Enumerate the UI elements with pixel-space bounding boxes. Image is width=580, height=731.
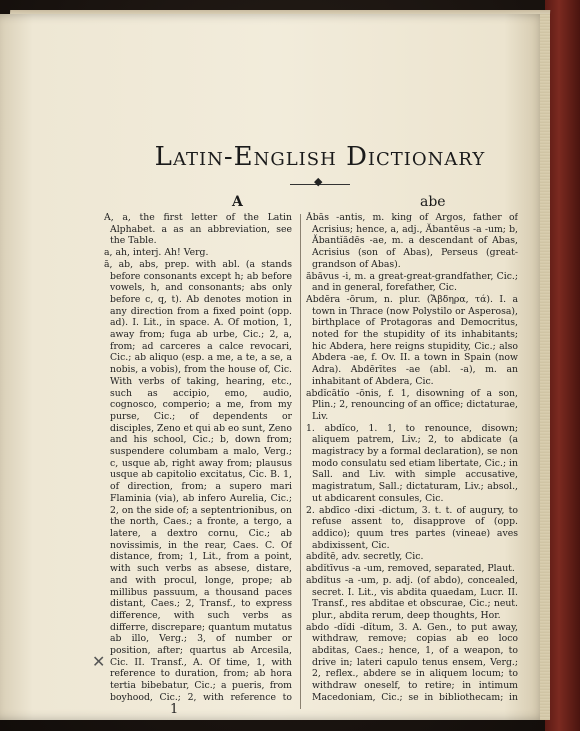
dictionary-page: [0, 14, 548, 720]
dictionary-entry: A, a, the first letter of the Latin Alphabet. a as an abbreviation, see the Table.: [104, 212, 292, 247]
dictionary-entry: abdĭcātĭo -ōnis, f. 1, disowning of a son, Plin.; 2, renouncing of an office; dictaturae, Liv.: [306, 387, 518, 422]
right-column: [306, 212, 518, 702]
dictionary-entry: abdĭtē, adv. secretly, Cic.: [306, 551, 424, 563]
column-rule: [300, 214, 301, 709]
page-title: Latin-English Dictionary: [154, 142, 486, 172]
left-column: [104, 212, 292, 702]
right-column-head: abe: [420, 194, 446, 210]
book-cover: [545, 0, 580, 731]
dictionary-entry: ā, ab, abs, prep. with abl. (a stands before consonants except h; ab before vowels, h, and consonants; abs only before c, q, t). Ab denotes motion in any direction from a fixed point (opp. ad). I. Lit., in space. A. Of motion, 1, away from; fuga ab urbe, Cic.; 2, a, from; ad carceres a calce revocari, Cic.; ab aliquo (esp. a me, a te, a se, a nobis, a vobis), from the house of, Cic. With verbs of taking, hearing, etc., such as accipio, emo, audio, cognosco, comperio; a me, from my purse, Cic.; of dependents or disciples, Zeno et qui ab eo sunt, Zeno and his school, Cic.; b, down from; suspendere columbam a malo, Verg.; c, usque ab, right away from; plausus usque ab capitolio excitatus, Cic. B. 1, of direction, from; a supero mari Flaminia (via), ab infero Aurelia, Cic.; 2, on the side of; a septentrionibus, on the north, Caes.; a fronte, a tergo, a latere, a dextro cornu, Cic.; ab novissimis, in the rear, Caes. C. Of distance, from; 1, Lit., from a point, with such verbs as absese, distare, and with procul, longe, prope; ab millibus passuum, a thousand paces distant, Caes.; 2, Transf., to express difference, with such verbs as differre, discrepare; quantum mutatus ab illo, Verg.; 3, of number or position, after; quartus ab Arcesila, Cic. II. Transf., A. Of time, 1, with reference to duration, from; ab hora tertia bibebatur, Cic.; a pueris, from boyhood, Cic.; 2, with reference to: [104, 258, 292, 702]
dictionary-entry: 1. abdĭco, 1. 1, to renounce, disown; aliquem patrem, Liv.; 2, to abdicate (a magistracy by a formal declaration), se non modo consulatu sed etiam libertate, Cic.; in Sall. and Liv. with simple accusative, magistratum, Sall.; dictaturam, Liv.; absol., ut abdicarent consules, Cic.: [306, 422, 518, 504]
pencil-mark-icon: ✕: [92, 652, 106, 671]
title-ornament: [290, 181, 350, 189]
dictionary-entry: Abdēra -ōrum, n. plur. (Ἄβδηρα, τά). I. a town in Thrace (now Polystilo or Asperosa), birthplace of Protagoras and Democritus, noted for the stupidity of its inhabitants; hic Abdera, here reigns stupidity, Cic.; also Abdera -ae, f. Ov. II. a town in Spain (now Adra). Abdērītes -ae (abl. -a), m. an inhabitant of Abdera, Cic.: [306, 293, 518, 387]
page-number: 1: [170, 702, 179, 717]
page-stack-edge: [540, 14, 550, 720]
dictionary-entry: ăbăvus -i, m. a great-great-grandfather, Cic.; and in general, forefather, Cic.: [306, 270, 518, 294]
dictionary-entry: Ăbās -antis, m. king of Argos, father of Acrisius; hence, a, adj., Ăbantēus -a -um; b, Ăbantĭădēs -ae, m. a descendant of Abas, Acrisius (son of Abas), Perseus (great-grandson of Abas).: [306, 212, 518, 270]
dictionary-entry: abdĭtus -a -um, p. adj. (of abdo), concealed, secret. I. Lit., vis abdita quaedam, Lucr. II. Transf., res abditae et obscurae, Cic.; neut. plur., abdita rerum, deep thoughts, Hor.: [306, 574, 518, 621]
dictionary-entry: abdo -dĭdi -dĭtum, 3. A. Gen., to put away, withdraw, remove; copias ab eo loco abditas, Caes.; hence, 1, of a weapon, to drive in; lateri capulo tenus ensem, Verg.; 2, reflex., abdere se in aliquem locum; to withdraw oneself, to retire; in intimum Macedoniam, Cic.; se in bibliothecam; in: [306, 621, 518, 702]
dictionary-entry: a, ah, interj. Ah! Verg.: [104, 247, 209, 259]
left-column-head: A: [232, 194, 243, 210]
dictionary-entry: abdĭtīvus -a -um, removed, separated, Plaut.: [306, 563, 515, 575]
dictionary-entry: 2. abdīco -dixi -dictum, 3. t. t. of augury, to refuse assent to, disapprove of (opp. addico); quum tres partes (vineae) aves abdixissent, Cic.: [306, 504, 518, 551]
